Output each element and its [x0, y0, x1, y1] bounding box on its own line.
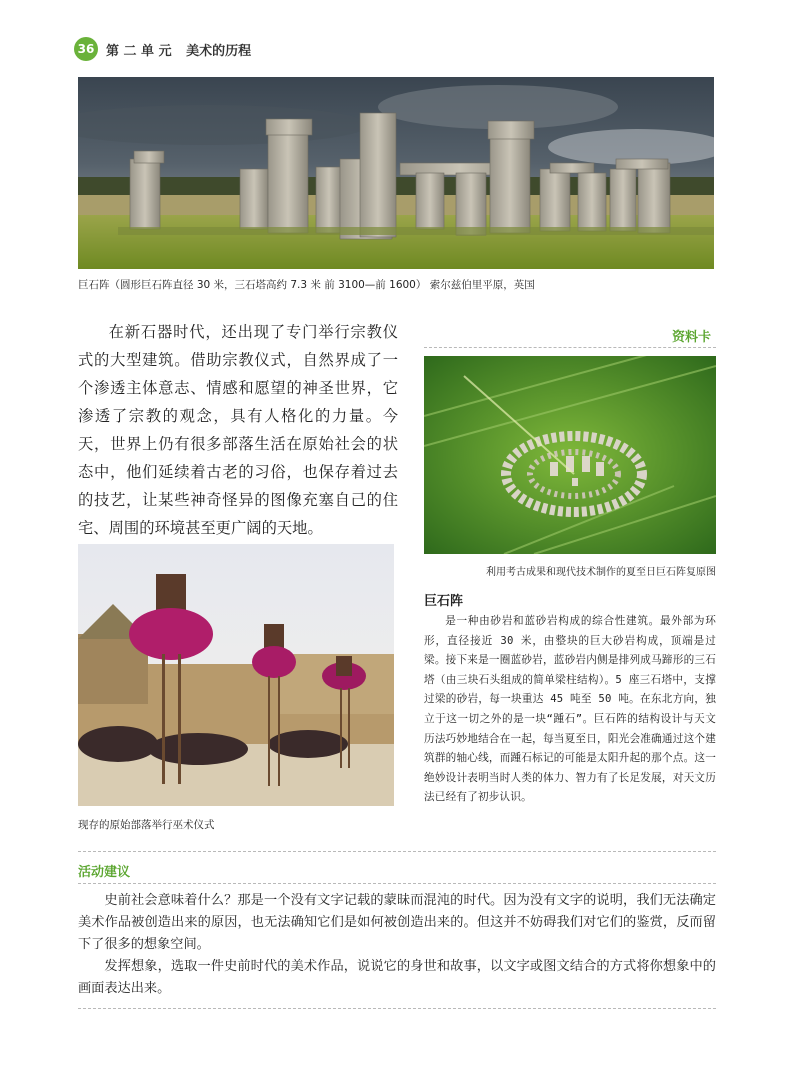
info-card-title: 资料卡	[672, 330, 712, 345]
stonehenge-photo	[78, 77, 714, 269]
activity-title: 活动建议	[78, 865, 131, 880]
activity-paragraph-1: 史前社会意味着什么？那是一个没有文字记载的蒙昧而混沌的时代。因为没有文字的说明，我们无法确定美术作品被创造出来的原因，也无法确知它们是如何被创造出来的。但这并不妨碍我们对它们的鉴赏，反而留下了很多的想象空间。	[78, 893, 716, 952]
unit-label: 第 二 单 元	[106, 44, 172, 59]
activity-paragraph-2: 发挥想象，选取一件史前时代的美术作品，说说它的身世和故事，以文字或图文结合的方式将你想象中的画面表达出来。	[78, 959, 716, 996]
ritual-photo	[78, 544, 394, 806]
reconstruction-caption: 利用考古成果和现代技术制作的夏至日巨石阵复原图	[486, 567, 716, 578]
info-card-divider	[424, 347, 716, 348]
info-card-heading: 巨石阵	[424, 594, 464, 609]
activity-divider	[78, 883, 716, 884]
activity-body	[78, 890, 716, 1000]
section-label: 美术的历程	[186, 44, 252, 59]
running-header	[106, 40, 261, 59]
stonehenge-reconstruction-image	[424, 356, 716, 554]
activity-bottom-divider	[78, 1008, 716, 1009]
ritual-caption: 现存的原始部落举行巫术仪式	[78, 819, 215, 831]
stonehenge-caption: 巨石阵（圆形巨石阵直径 30 米，三石塔高约 7.3 米 前 3100—前 1600） 索尔兹伯里平原，英国	[78, 279, 535, 291]
activity-top-divider	[78, 851, 716, 852]
page-number-badge: 36	[74, 37, 98, 61]
intro-paragraph: 在新石器时代，还出现了专门举行宗教仪式的大型建筑。借助宗教仪式，自然界成了一个渗透主体意志、情感和愿望的神圣世界，它渗透了宗教的观念，具有人格化的力量。今天，世界上仍有很多部落生活在原始社会的状态中，他们延续着古老的习俗，也保存着过去的技艺，让某些神奇怪异的图像充塞自己的住宅、周围的环境甚至更广阔的天地。	[78, 323, 398, 537]
info-card-body: 是一种由砂岩和蓝砂岩构成的综合性建筑。最外部为环形，直径接近 30 米，由整块的巨大砂岩构成，顶端是过梁。接下来是一圈蓝砂岩，蓝砂岩内侧是排列成马蹄形的三石塔（由三块石头组成的简单梁柱结构）。5 座三石塔中，支撑过梁的砂岩，每一块重达 45 吨至 50 吨。在东北方向，独立于这一切之外的是一块“踵石”。巨石阵的结构设计与天文历法巧妙地结合在一起，每当夏至日，阳光会准确通过这个建筑群的轴心线，而踵石标记的可能是太阳升起的那个点。这一绝妙设计表明当时人类的体力、智力有了长足发展，对天文历法已经有了初步认识。	[424, 615, 716, 804]
